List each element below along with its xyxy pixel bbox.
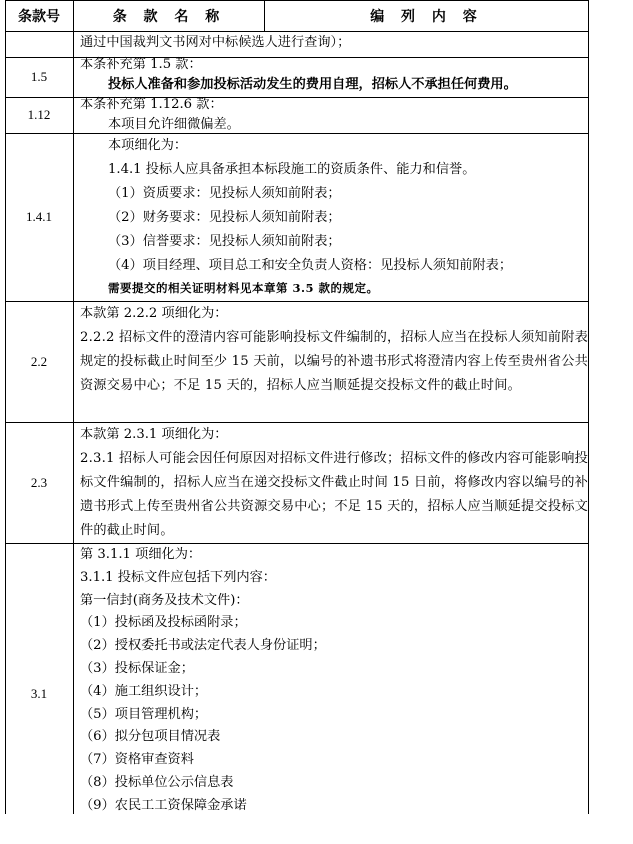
clause-number: 1.4.1 — [26, 209, 52, 224]
content-line: 第一信封(商务及技术文件)： — [80, 592, 249, 608]
content-line: 本条补充第 1.12.6 款： — [80, 97, 223, 112]
content-line: （8）投标单位公示信息表 — [80, 774, 234, 790]
content-line: （2）财务要求：见投标人须知前附表； — [108, 210, 341, 225]
content-paragraph: 2.2.2 招标文件的澄清内容可能影响投标文件编制的，招标人应当在投标人须知前附表规定的投标截止时间至少 15 天前，以编号的补遗书形式将澄清内容上传至贵州省公共资源交易中心；不足 15 天的，招标人应当顺延提交投标文件的截止时间。 — [80, 330, 588, 393]
row-content — [80, 302, 588, 398]
clause-number: 1.5 — [30, 69, 48, 84]
row-content — [80, 95, 588, 135]
content-line: （4）施工组织设计； — [80, 683, 208, 699]
row-content — [80, 55, 588, 95]
clause-number: 2.2 — [30, 353, 48, 369]
content-note: 需要提交的相关证明材料见本章第 3.5 款的规定。 — [108, 281, 379, 295]
row-content — [80, 423, 588, 543]
header-content: 编 列 内 容 — [370, 9, 483, 25]
content-line: （3）信誉要求：见投标人须知前附表； — [108, 234, 341, 249]
content-line: 通过中国裁判文书网对中标候选人进行查询）； — [80, 35, 351, 50]
content-line: 3.1.1 投标文件应包括下列内容： — [80, 569, 276, 585]
clause-number: 2.3 — [30, 474, 48, 490]
content-line: （6）拟分包项目情况表 — [80, 729, 221, 745]
content-line: 本条补充第 1.5 款： — [80, 57, 202, 72]
content-line: （3）投标保证金； — [80, 660, 194, 676]
row-content — [80, 134, 588, 298]
clause-number: 1.12 — [27, 107, 51, 122]
content-line: （9）农民工工资保障金承诺 — [80, 797, 247, 813]
clause-number: 3.1 — [30, 685, 48, 701]
content-line: （2）授权委托书或法定代表人身份证明； — [80, 638, 326, 654]
rule — [73, 0, 74, 814]
content-line-bold: 投标人准备和参加投标活动发生的费用自理，招标人不承担任何费用。 — [108, 77, 517, 92]
row-content — [80, 544, 588, 818]
content-line: 本款第 2.2.2 项细化为： — [80, 306, 228, 321]
content-line: 本款第 2.3.1 项细化为： — [80, 427, 228, 442]
content-line: 本项细化为： — [108, 138, 188, 153]
content-line: 1.4.1 投标人应具备承担本标段施工的资质条件、能力和信誉。 — [108, 162, 476, 177]
content-paragraph: 2.3.1 招标人可能会因任何原因对招标文件进行修改；招标文件的修改内容可能影响投标文件编制的，招标人应当在递交投标文件截止时间 15 日前，将修改内容以编号的补遗书形式上传至贵州省公共资源交易中心；不足 15 天的，招标人应当顺延提交投标文件的截止时间。 — [80, 451, 588, 538]
content-line: （7）资格审查资料 — [80, 752, 194, 768]
row-continuation — [80, 31, 588, 55]
content-line: （4）项目经理、项目总工和安全负责人资格：见投标人须知前附表； — [108, 258, 513, 273]
header-clause-number: 条款号 — [18, 9, 60, 25]
rule — [588, 0, 589, 814]
header-clause-name: 条 款 名 称 — [112, 9, 226, 25]
content-line: 本项目允许细微偏差。 — [108, 117, 240, 132]
content-line: （1）投标函及投标函附录； — [80, 615, 247, 631]
content-line: （1）资质要求：见投标人须知前附表； — [108, 186, 341, 201]
content-line: （5）项目管理机构； — [80, 706, 208, 722]
content-line: 第 3.1.1 项细化为： — [80, 547, 202, 562]
